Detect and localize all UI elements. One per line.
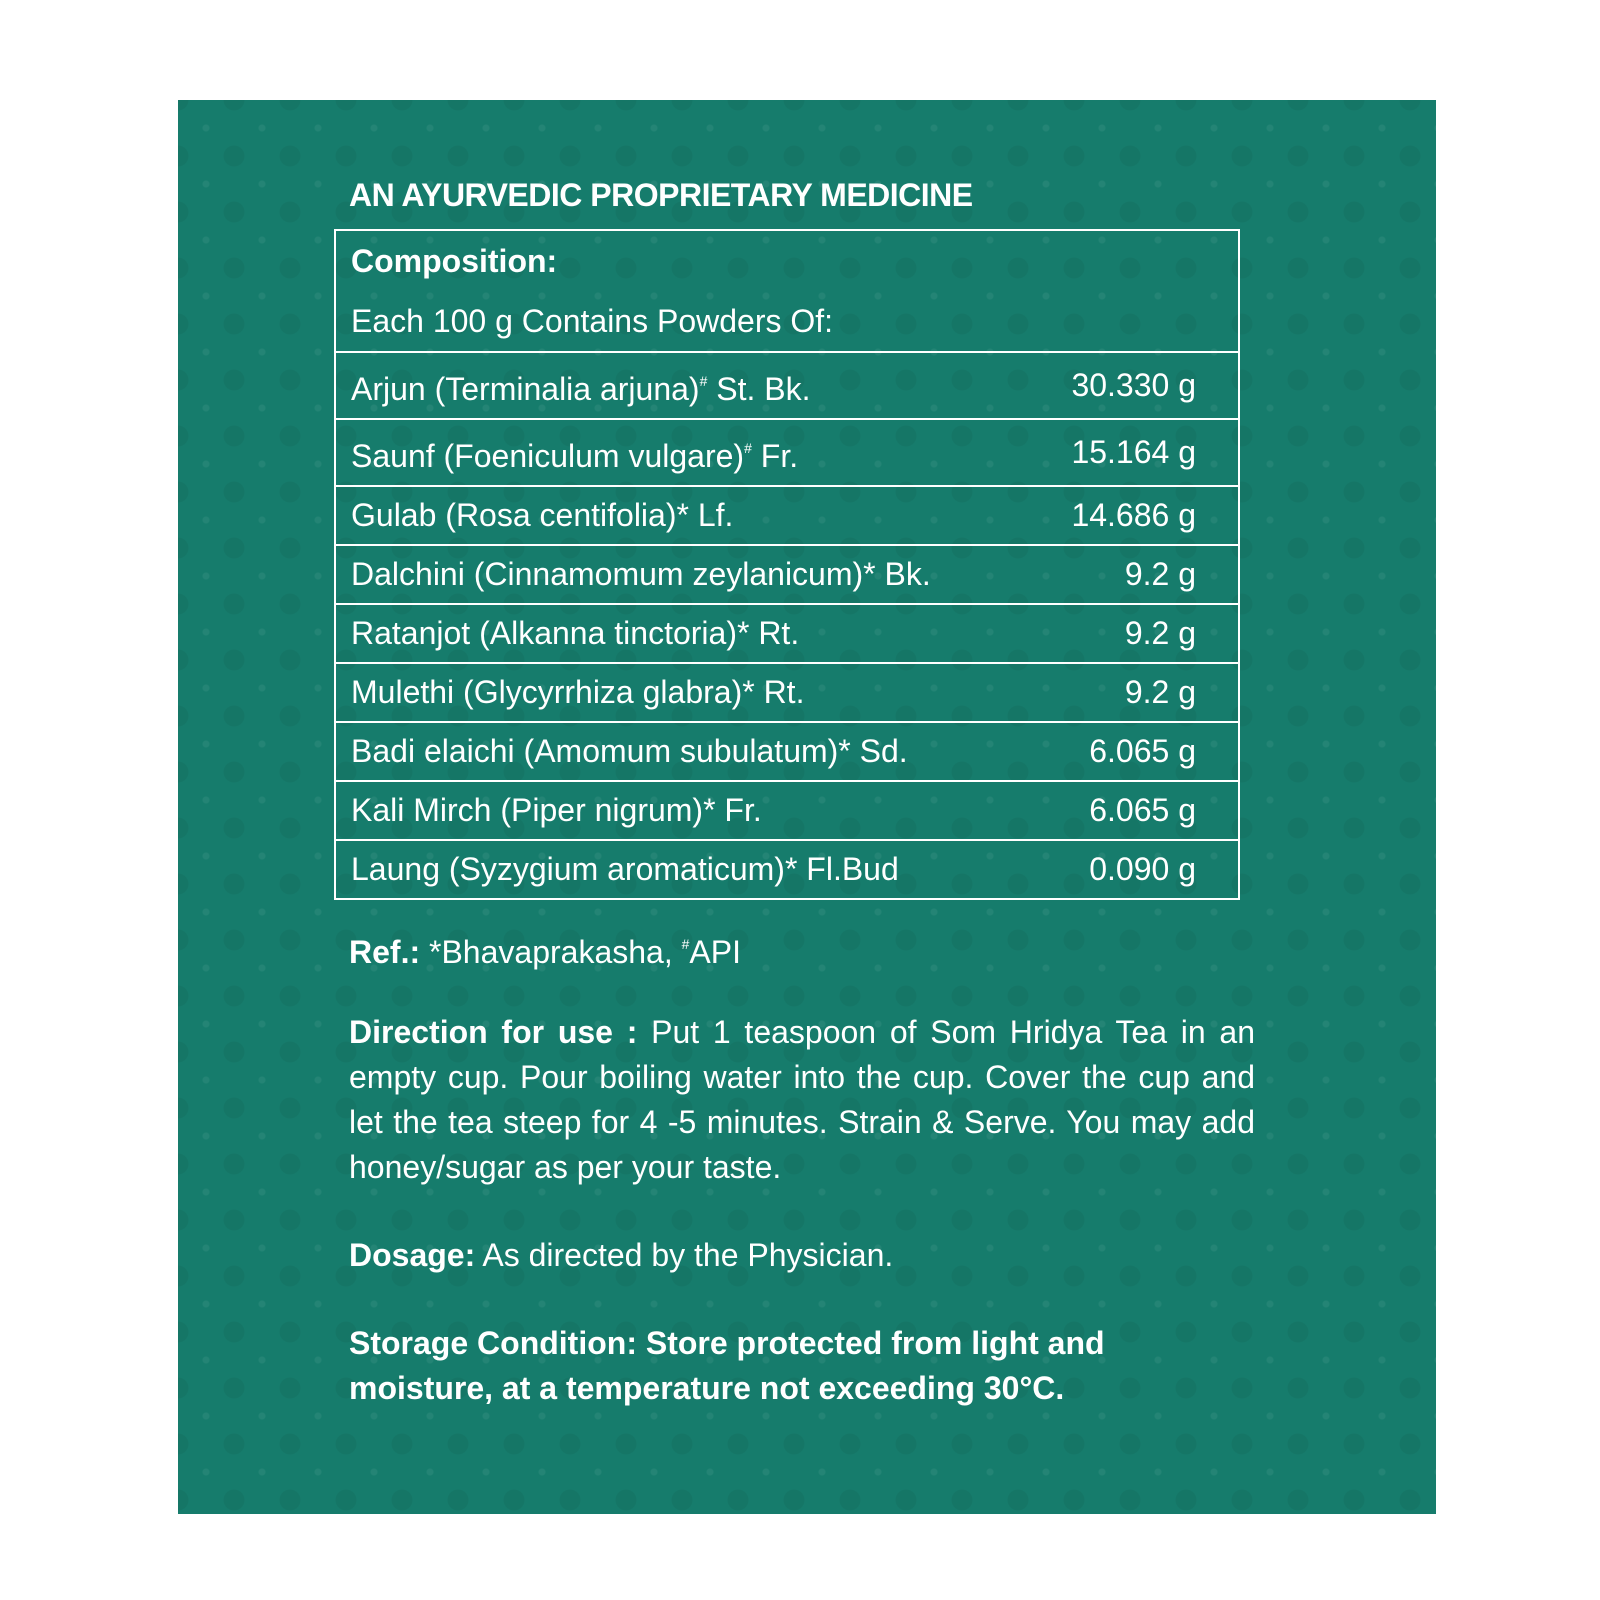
ingredient-amount: 0.090 g [1041,840,1239,899]
ingredient-name-text: Mulethi (Glycyrrhiza glabra)* Rt. [351,674,805,710]
ingredient-name [335,545,1041,604]
ingredient-name-text: Kali Mirch (Piper nigrum)* Fr. [351,792,762,828]
ingredient-amount: 6.065 g [1041,722,1239,781]
ingredient-part: St. Bk. [707,371,811,407]
label-panel [178,100,1436,1514]
label-content [349,175,1255,1411]
ingredient-part: Fr. [751,438,799,474]
reference-line [349,922,1255,975]
ingredient-amount: 9.2 g [1041,604,1239,663]
ingredient-ref-mark: # [699,373,708,389]
ingredient-row [335,840,1239,899]
ingredient-row [335,663,1239,722]
ref-mark: # [681,936,690,952]
ingredient-name-text: Laung (Syzygium aromaticum)* Fl.Bud [351,851,899,887]
ingredient-amount: 30.330 g [1041,352,1239,419]
ref-text-1: *Bhavaprakasha, [420,934,682,970]
product-heading: AN AYURVEDIC PROPRIETARY MEDICINE [349,177,973,213]
dosage-label: Dosage: [349,1237,476,1273]
composition-table [334,229,1240,900]
ingredient-amount: 6.065 g [1041,781,1239,840]
composition-header-row [335,230,1239,352]
ingredient-row [335,781,1239,840]
ingredient-name [335,781,1041,840]
ingredient-row [335,604,1239,663]
ref-text-2: API [689,934,741,970]
ingredient-row [335,545,1239,604]
direction-paragraph [349,1010,1255,1190]
ingredient-amount: 14.686 g [1041,486,1239,545]
ingredient-ref-mark: # [744,440,752,456]
ingredient-name-text: Ratanjot (Alkanna tinctoria)* Rt. [351,615,800,651]
ingredient-name-text: Saunf (Foeniculum vulgare) [351,438,745,474]
ingredient-amount: 9.2 g [1041,545,1239,604]
ingredient-row [335,352,1239,419]
dosage-paragraph [349,1233,1255,1278]
composition-header-cell [335,230,1239,352]
composition-title: Composition: [351,243,558,279]
ingredient-row [335,486,1239,545]
ingredient-amount: 9.2 g [1041,663,1239,722]
ref-label: Ref.: [349,934,421,970]
ingredient-name [335,840,1041,899]
ingredient-row [335,722,1239,781]
composition-subtitle: Each 100 g Contains Powders Of: [351,303,834,339]
ingredient-name [335,419,1041,486]
ingredient-name-text: Arjun (Terminalia arjuna) [351,371,700,407]
direction-text: Put 1 teaspoon of Som Hridya Tea in an empty cup. Pour boiling water into the cup. Cover the cup and let the tea steep for 4 -5 minutes. Strain & Serve. You may add honey/sugar as per your taste. [349,1014,1256,1185]
ingredient-name [335,663,1041,722]
direction-label: Direction for use : [349,1014,638,1050]
ingredient-row [335,419,1239,486]
ingredient-name-text: Dalchini (Cinnamomum zeylanicum)* Bk. [351,556,931,592]
storage-paragraph: Storage Condition: Store protected from light and moisture, at a temperature not exceeding 30°C. [349,1325,1105,1406]
ingredient-name [335,486,1041,545]
ingredient-name-text: Badi elaichi (Amomum subulatum)* Sd. [351,733,908,769]
ingredient-name [335,604,1041,663]
ingredient-amount: 15.164 g [1041,419,1239,486]
ingredient-name [335,352,1041,419]
dosage-text: As directed by the Physician. [475,1237,894,1273]
ingredient-name [335,722,1041,781]
ingredient-name-text: Gulab (Rosa centifolia)* Lf. [351,497,734,533]
